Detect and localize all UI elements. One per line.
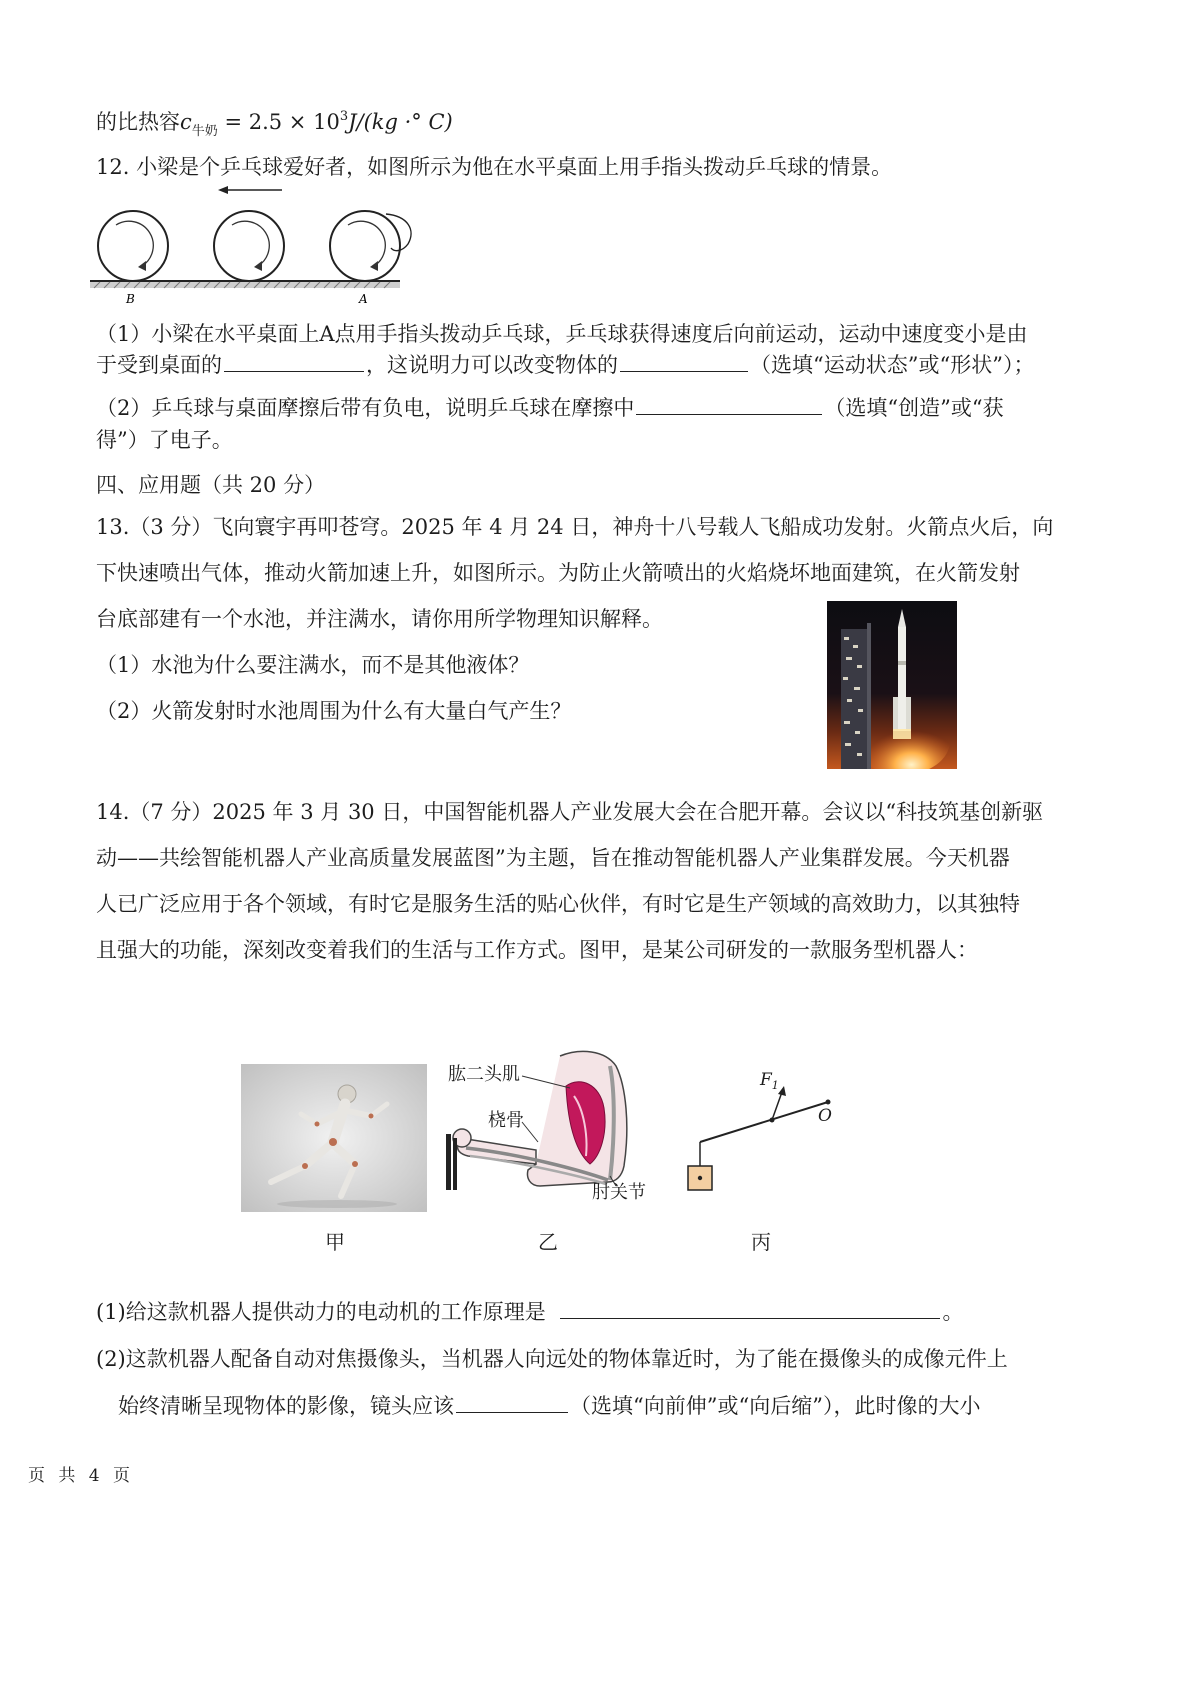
q14-line1: 14.（7 分）2025 年 3 月 30 日，中国智能机器人产业发展大会在合肥开幕。会议以“科技筑基创新驱 <box>96 800 1044 824</box>
label-elbow: 肘关节 <box>592 1182 646 1203</box>
label-f1 <box>760 1070 779 1092</box>
c-exponent: 3 <box>339 109 349 124</box>
q14-sub2-line1: (2)这款机器人配备自动对焦摄像头，当机器人向远处的物体靠近时，为了能在摄像头的成像元件上 <box>96 1347 1008 1371</box>
answer-blank-friction[interactable] <box>224 370 364 372</box>
f1-letter: F <box>760 1070 772 1090</box>
section-title: 四、应用题（共 20 分） <box>96 473 326 497</box>
rocket-launch-photo <box>827 601 957 769</box>
label-biceps: 肱二头肌 <box>448 1064 520 1085</box>
q14-sub2-line2 <box>118 1396 980 1417</box>
q13-line3: 台底部建有一个水池，并注满水，请你用所学物理知识解释。 <box>96 607 663 631</box>
point-b-label: B <box>126 292 135 306</box>
q12-part1-line2 <box>96 355 1034 376</box>
caption-yi: 乙 <box>538 1230 558 1254</box>
c-symbol: c <box>180 110 192 134</box>
q12-p1-text-b: ，这说明力可以改变物体的 <box>366 353 618 377</box>
c-unit: J/(kg ·° C) <box>348 110 453 134</box>
page-footer: 页 共 4 页 <box>28 1466 135 1486</box>
c-subscript: 牛奶 <box>191 124 218 139</box>
q13-line1: 13.（3 分）飞向寰宇再叩苍穹。2025 年 4 月 24 日，神舟十八号载人飞船成功发射。火箭点火后，向 <box>96 515 1054 539</box>
q14-s1-end: 。 <box>942 1300 964 1324</box>
q12-p1-text-c: （选填“运动状态”或“形状”）； <box>750 353 1035 377</box>
q14-s2-text-a: 始终清晰呈现物体的影像，镜头应该 <box>118 1394 454 1418</box>
finger-stroke <box>386 214 411 251</box>
q12-p2-text-b: （选填“创造”或“获 <box>824 396 1004 420</box>
q12-part2-line2: 得”）了电子。 <box>96 428 233 452</box>
pingpong-figure <box>86 182 426 307</box>
answer-blank-lens-direction[interactable] <box>456 1411 568 1413</box>
q14-s1-text: (1)给这款机器人提供动力的电动机的工作原理是 <box>96 1300 546 1324</box>
q14-sub1 <box>96 1302 963 1323</box>
q11-prefix: 的比热容 <box>96 110 180 134</box>
label-radius: 桡骨 <box>488 1110 524 1131</box>
c-value: = 2.5 × 10 <box>224 110 340 134</box>
q14-s2-text-b: （选填“向前伸”或“向后缩”），此时像的大小 <box>570 1394 981 1418</box>
q14-line4: 且强大的功能，深刻改变着我们的生活与工作方式。图甲，是某公司研发的一款服务型机器人： <box>96 938 978 962</box>
ball-right <box>330 211 400 281</box>
q14-line2: 动——共绘智能机器人产业高质量发展蓝图”为主题，旨在推动智能机器人产业集群发展。今天机器 <box>96 846 1010 870</box>
caption-bing: 丙 <box>751 1230 771 1254</box>
point-a-label: A <box>359 292 368 306</box>
answer-blank-motion-state[interactable] <box>620 370 748 372</box>
q13-line2: 下快速喷出气体，推动火箭加速上升，如图所示。为防止火箭喷出的火焰烧坏地面建筑，在火箭发射 <box>96 561 1020 585</box>
pivot-o <box>826 1100 831 1105</box>
q12-stem: 12. 小梁是个乒乓球爱好者，如图所示为他在水平桌面上用手指头拨动乒乓球的情景。 <box>96 155 893 179</box>
q14-line3: 人已广泛应用于各个领域，有时它是服务生活的贴心伙伴，有时它是生产领域的高效助力，以其独特 <box>96 892 1020 916</box>
label-o: O <box>818 1106 832 1126</box>
q13-sub1: （1）水池为什么要注满水，而不是其他液体？ <box>96 653 530 677</box>
q13-sub2: （2）火箭发射时水池周围为什么有大量白气产生？ <box>96 699 572 723</box>
robot-photo <box>241 1064 427 1212</box>
answer-blank-charge[interactable] <box>636 413 822 415</box>
q12-p1-text-a: 于受到桌面的 <box>96 353 222 377</box>
ball-left <box>98 211 168 281</box>
q12-part1-line1: （1）小梁在水平桌面上A点用手指头拨动乒乓球，乒乓球获得速度后向前运动，运动中速度变小是由 <box>96 322 1028 346</box>
lever-bar <box>700 1102 828 1142</box>
table-surface <box>90 281 400 288</box>
f1-subscript: 1 <box>771 1079 779 1092</box>
q11-specific-heat-line <box>96 110 453 138</box>
answer-blank-motor-principle[interactable] <box>560 1317 940 1319</box>
ball-middle <box>214 211 284 281</box>
direction-arrow <box>218 186 282 194</box>
caption-jia: 甲 <box>325 1230 345 1254</box>
q12-p2-text-a: （2）乒乓球与桌面摩擦后带有负电，说明乒乓球在摩擦中 <box>96 396 635 420</box>
q12-part2-line1 <box>96 398 1004 419</box>
